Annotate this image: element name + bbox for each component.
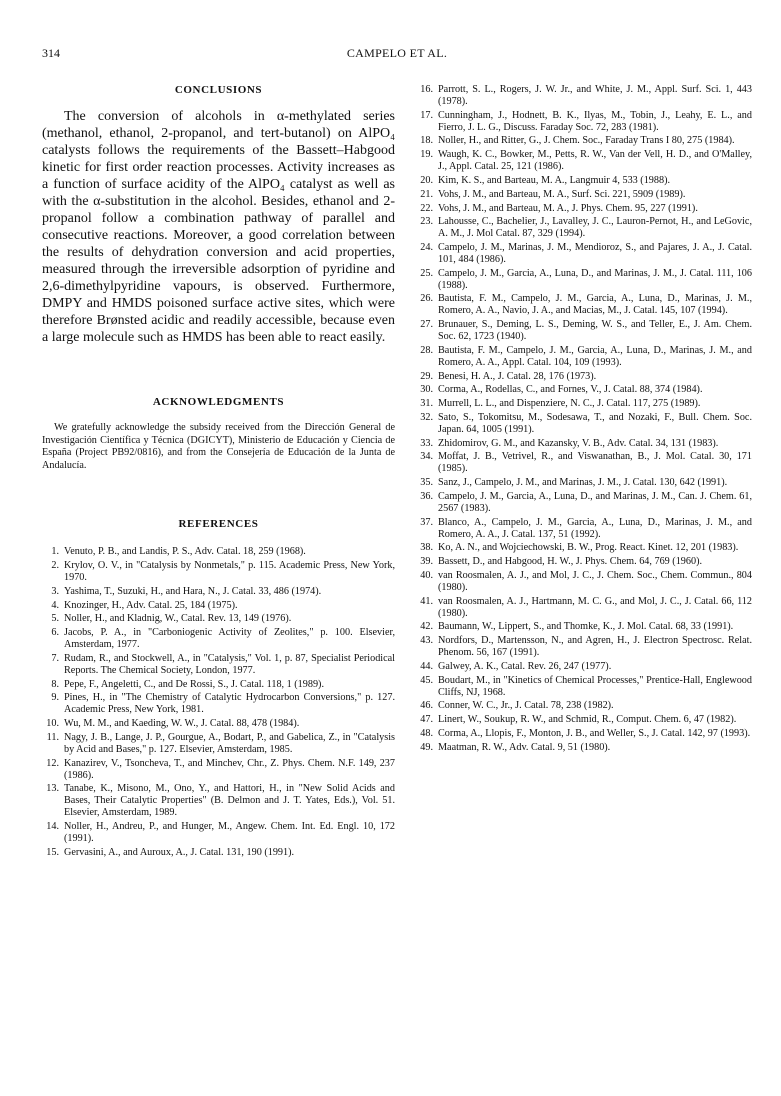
reference-item bbox=[416, 491, 752, 517]
running-title: CAMPELO ET AL. bbox=[346, 46, 448, 60]
reference-item bbox=[42, 586, 395, 600]
reference-text: Pines, H., in "The Chemistry of Catalytic Hydrocarbon Conversions," p. 127. Academic Press, New York, 1981. bbox=[64, 692, 395, 716]
reference-item bbox=[416, 384, 752, 398]
reference-number: 12. bbox=[46, 757, 59, 769]
reference-number: 49. bbox=[420, 741, 433, 753]
reference-number: 22. bbox=[420, 202, 433, 214]
reference-text: Vohs, J. M., and Barteau, M. A., Surf. Sci. 221, 5909 (1989). bbox=[438, 188, 686, 200]
reference-text: Tanabe, K., Misono, M., Ono, Y., and Hattori, H., in "New Solid Acids and Bases, Their Catalytic Properties" (B. Delmon and J. T. Yates, Eds.), Vol. 51. Elsevier, Amsterdam, 1989. bbox=[64, 783, 395, 819]
reference-text: Parrott, S. L., Rogers, J. W. Jr., and White, J. M., Appl. Surf. Sci. 1, 443 (1978). bbox=[438, 84, 752, 107]
reference-text: Yashima, T., Suzuki, H., and Hara, N., J. Catal. 33, 486 (1974). bbox=[64, 585, 322, 597]
reference-text: Benesi, H. A., J. Catal. 28, 176 (1973). bbox=[438, 370, 597, 382]
reference-item bbox=[416, 438, 752, 452]
reference-number: 4. bbox=[51, 599, 59, 611]
reference-item bbox=[416, 517, 752, 543]
reference-text: Blanco, A., Campelo, J. M., Garcia, A., Luna, D., Marinas, J. M., and Romero, A. A., J. Catal. 137, 51 (1992). bbox=[438, 516, 752, 540]
reference-number: 27. bbox=[420, 319, 433, 331]
reference-number: 10. bbox=[46, 718, 59, 730]
reference-item bbox=[416, 556, 752, 570]
reference-item bbox=[42, 613, 395, 627]
reference-item bbox=[416, 319, 752, 345]
reference-item bbox=[416, 293, 752, 319]
reference-text: Nordfors, D., Martensson, N., and Agren, H., J. Electron Spectrosc. Relat. Phenom. 56, 167 (1991). bbox=[438, 635, 752, 659]
reference-item bbox=[416, 398, 752, 412]
reference-text: Knozinger, H., Adv. Catal. 25, 184 (1975). bbox=[64, 599, 238, 611]
reference-number: 18. bbox=[420, 135, 433, 147]
reference-number: 19. bbox=[420, 149, 433, 161]
reference-text: Venuto, P. B., and Landis, P. S., Adv. Catal. 18, 259 (1968). bbox=[64, 546, 306, 558]
reference-item bbox=[416, 661, 752, 675]
reference-text: Rudam, R., and Stockwell, A., in "Catalysis," Vol. 1, p. 87, Specialist Periodical Reports. The Chemical Society, London, 1977. bbox=[64, 652, 395, 676]
reference-item bbox=[416, 371, 752, 385]
reference-item bbox=[42, 653, 395, 679]
reference-text: Baumann, W., Lippert, S., and Thomke, K., J. Mol. Catal. 68, 33 (1991). bbox=[438, 621, 734, 633]
reference-text: Brunauer, S., Deming, L. S., Deming, W. S., and Teller, E., J. Am. Chem. Soc. 62, 1723 (1940). bbox=[438, 319, 752, 343]
reference-number: 32. bbox=[420, 411, 433, 423]
reference-text: Vohs, J. M., and Barteau, M. A., J. Phys. Chem. 95, 227 (1991). bbox=[438, 202, 698, 214]
reference-item bbox=[416, 345, 752, 371]
reference-number: 33. bbox=[420, 437, 433, 449]
reference-number: 45. bbox=[420, 674, 433, 686]
acknowledgments-heading: ACKNOWLEDGMENTS bbox=[152, 396, 285, 408]
reference-number: 17. bbox=[420, 109, 433, 121]
reference-text: Linert, W., Soukup, R. W., and Schmid, R., Comput. Chem. 6, 47 (1982). bbox=[438, 714, 737, 726]
reference-text: Ko, A. N., and Wojciechowski, B. W., Prog. React. Kinet. 12, 201 (1983). bbox=[438, 542, 739, 554]
reference-number: 41. bbox=[420, 595, 433, 607]
reference-number: 48. bbox=[420, 727, 433, 739]
reference-text: Murrell, L. L., and Dispenziere, N. C., J. Catal. 117, 275 (1989). bbox=[438, 398, 701, 410]
reference-text: Maatman, R. W., Adv. Catal. 9, 51 (1980). bbox=[438, 741, 611, 753]
reference-item bbox=[416, 596, 752, 622]
reference-text: Sanz, J., Campelo, J. M., and Marinas, J. M., J. Catal. 130, 642 (1991). bbox=[438, 477, 728, 489]
references-heading: REFERENCES bbox=[178, 518, 259, 531]
reference-item bbox=[42, 718, 395, 732]
reference-text: van Roosmalen, A. J., and Mol, J. C., J. Chem. Soc., Chem. Commun., 804 (1980). bbox=[438, 569, 752, 593]
reference-number: 40. bbox=[420, 569, 433, 581]
reference-text: Noller, H., Andreu, P., and Hunger, M., Angew. Chem. Int. Ed. Engl. 10, 172 (1991). bbox=[64, 820, 395, 844]
reference-text: Kanazirev, V., Tsoncheva, T., and Minchev, Chr., Z. Phys. Chem. N.F. 149, 237 (1986). bbox=[64, 757, 395, 781]
reference-text: Campelo, J. M., Garcia, A., Luna, D., and Marinas, J. M., J. Catal. 111, 106 (1988). bbox=[438, 267, 752, 291]
reference-number: 20. bbox=[420, 174, 433, 186]
reference-text: Cunningham, J., Hodnett, B. K., Ilyas, M., Tobin, J., Leahy, E. L., and Fierro, J. L. G., Discuss. Faraday Soc. 72, 283 (1981). bbox=[438, 109, 752, 133]
reference-text: Moffat, J. B., Vetrivel, R., and Viswanathan, B., J. Mol. Catal. 30, 171 (1985). bbox=[438, 451, 752, 475]
reference-text: Lahousse, C., Bachelier, J., Lavalley, J. C., Lauron-Pernot, H., and LeGovic, A. M., J. Mol Catal. 87, 329 (1994). bbox=[438, 216, 752, 240]
reference-item bbox=[42, 758, 395, 784]
reference-number: 43. bbox=[420, 635, 433, 647]
reference-number: 13. bbox=[46, 783, 59, 795]
reference-text: Campelo, J. M., Garcia, A., Luna, D., and Marinas, J. M., Can. J. Chem. 61, 2567 (1983). bbox=[438, 490, 752, 514]
reference-number: 44. bbox=[420, 660, 433, 672]
reference-item bbox=[416, 216, 752, 242]
reference-number: 11. bbox=[46, 731, 59, 743]
references-list-left bbox=[42, 546, 395, 860]
reference-text: Gervasini, A., and Auroux, A., J. Catal. 131, 190 (1991). bbox=[64, 846, 295, 858]
reference-item bbox=[416, 477, 752, 491]
reference-item bbox=[42, 679, 395, 693]
reference-text: Corma, A., Rodellas, C., and Fornes, V., J. Catal. 88, 374 (1984). bbox=[438, 384, 703, 396]
reference-item bbox=[416, 268, 752, 294]
reference-text: Conner, W. C., Jr., J. Catal. 78, 238 (1982). bbox=[438, 700, 614, 712]
reference-number: 9. bbox=[51, 692, 59, 704]
reference-text: Boudart, M., in "Kinetics of Chemical Processes," Prentice-Hall, Englewood Cliffs, NJ, 1968. bbox=[438, 674, 752, 698]
reference-number: 1. bbox=[51, 546, 59, 558]
reference-item bbox=[416, 714, 752, 728]
reference-number: 30. bbox=[420, 384, 433, 396]
reference-item bbox=[416, 570, 752, 596]
reference-item bbox=[416, 189, 752, 203]
reference-item bbox=[42, 627, 395, 653]
reference-number: 26. bbox=[420, 293, 433, 305]
reference-number: 21. bbox=[420, 188, 433, 200]
page-header bbox=[42, 46, 752, 62]
reference-item bbox=[416, 412, 752, 438]
reference-item bbox=[42, 732, 395, 758]
reference-text: van Roosmalen, A. J., Hartmann, M. C. G., and Mol, J. C., J. Catal. 66, 112 (1980). bbox=[438, 595, 752, 619]
reference-number: 28. bbox=[420, 344, 433, 356]
reference-number: 36. bbox=[420, 490, 433, 502]
references-list-right bbox=[416, 84, 752, 756]
reference-item bbox=[416, 675, 752, 701]
reference-text: Pepe, F., Angeletti, C., and De Rossi, S., J. Catal. 118, 1 (1989). bbox=[64, 678, 324, 690]
reference-number: 3. bbox=[51, 585, 59, 597]
reference-text: Sato, S., Tokomitsu, M., Sodesawa, T., and Nozaki, F., Bull. Chem. Soc. Japan. 64, 1005 (1991). bbox=[438, 411, 752, 435]
reference-text: Krylov, O. V., in "Catalysis by Nonmetals," p. 115. Academic Press, New York, 1970. bbox=[64, 560, 395, 584]
reference-item bbox=[42, 821, 395, 847]
reference-number: 39. bbox=[420, 556, 433, 568]
reference-text: Corma, A., Llopis, F., Monton, J. B., and Weller, S., J. Catal. 142, 97 (1993). bbox=[438, 727, 751, 739]
reference-item bbox=[416, 700, 752, 714]
reference-number: 7. bbox=[51, 652, 59, 664]
right-column bbox=[416, 84, 752, 756]
reference-item bbox=[416, 451, 752, 477]
reference-item bbox=[416, 149, 752, 175]
reference-item bbox=[416, 135, 752, 149]
reference-item bbox=[416, 84, 752, 110]
left-column bbox=[42, 84, 395, 860]
reference-item bbox=[416, 175, 752, 189]
reference-number: 31. bbox=[420, 398, 433, 410]
reference-number: 16. bbox=[420, 84, 433, 95]
reference-text: Galwey, A. K., Catal. Rev. 26, 247 (1977). bbox=[438, 660, 612, 672]
reference-item bbox=[42, 600, 395, 614]
reference-item bbox=[416, 621, 752, 635]
reference-text: Waugh, K. C., Bowker, M., Petts, R. W., Van der Vell, H. D., and O'Malley, J., Appl. Catal. 25, 121 (1986). bbox=[438, 149, 752, 173]
reference-text: Jacobs, P. A., in "Carboniogenic Activity of Zeolites," p. 100. Elsevier, Amsterdam, 1977. bbox=[64, 627, 395, 651]
reference-number: 37. bbox=[420, 516, 433, 528]
reference-item bbox=[42, 546, 395, 560]
reference-item bbox=[42, 783, 395, 821]
reference-item bbox=[42, 692, 395, 718]
conclusions-heading: CONCLUSIONS bbox=[174, 84, 263, 96]
reference-text: Kim, K. S., and Barteau, M. A., Langmuir 4, 533 (1988). bbox=[438, 174, 671, 186]
reference-number: 42. bbox=[420, 621, 433, 633]
reference-text: Nagy, J. B., Lange, J. P., Gourgue, A., Bodart, P., and Gabelica, Z., in "Catalysis by Acid and Bases," p. 127. Elsevier, Amsterdam, 1985. bbox=[64, 731, 395, 755]
reference-number: 8. bbox=[51, 678, 59, 690]
page-number: 314 bbox=[42, 46, 60, 60]
acknowledgments-paragraph: We gratefully acknowledge the subsidy received from the Dirección General de Investigación Científica y Técnica (DGICYT), Ministerio de Educación y Ciencia de España (Project PB92/0816), and from the Consejería de Educación de la Junta de Andalucía. bbox=[42, 422, 395, 471]
reference-text: Campelo, J. M., Marinas, J. M., Mendioroz, S., and Pajares, J. A., J. Catal. 101, 484 (1986). bbox=[438, 242, 752, 265]
reference-number: 14. bbox=[46, 820, 59, 832]
reference-number: 15. bbox=[46, 846, 59, 858]
reference-item bbox=[416, 728, 752, 742]
reference-item bbox=[416, 742, 752, 756]
reference-item bbox=[416, 110, 752, 136]
reference-text: Wu, M. M., and Kaeding, W. W., J. Catal. 88, 478 (1984). bbox=[64, 718, 300, 730]
conclusions-paragraph: The conversion of alcohols in α-methylated series (methanol, ethanol, 2-propanol, and tert-butanol) on AlPO₄ catalysts follows the requirements of the Bassett–Habgood kinetic for first order reaction processes. Activity increases as a function of surface acidity of the AlPO₄ catalyst as well as with the α-substitution in the alcohol. Besides, ethanol and 2-propanol follow a combination pathway of parallel and consecutive reactions. Moreover, a good correlation between the results of dehydration conversion and acid properties, measured through the irreversible adsorption of pyridine and 2,6-dimethylpyridine vapours, is observed. Furthermore, DMPY and HMDS poisoned surface active sites, which were therefore Brønsted acidic and readily accessible, because even a large molecule such as HMDS has been able to react easily. bbox=[42, 109, 395, 345]
reference-number: 35. bbox=[420, 477, 433, 489]
reference-number: 24. bbox=[420, 242, 433, 253]
reference-text: Bautista, F. M., Campelo, J. M., Garcia, A., Luna, D., Marinas, J. M., Romero, A. A., Navio, J. A., and Macias, M., J. Catal. 145, 107 (1994). bbox=[438, 293, 752, 317]
reference-text: Noller, H., and Kladnig, W., Catal. Rev. 13, 149 (1976). bbox=[64, 613, 292, 625]
reference-text: Bassett, D., and Habgood, H. W., J. Phys. Chem. 64, 769 (1960). bbox=[438, 556, 703, 568]
reference-text: Noller, H., and Ritter, G., J. Chem. Soc., Faraday Trans I 80, 275 (1984). bbox=[438, 135, 735, 147]
reference-number: 38. bbox=[420, 542, 433, 554]
reference-number: 2. bbox=[51, 560, 59, 572]
reference-number: 6. bbox=[51, 627, 59, 639]
reference-text: Bautista, F. M., Campelo, J. M., Garcia, A., Luna, D., Marinas, J. M., and Romero, A. A., Appl. Catal. 104, 109 (1993). bbox=[438, 344, 752, 368]
reference-item bbox=[42, 847, 395, 861]
reference-number: 25. bbox=[420, 267, 433, 279]
reference-number: 29. bbox=[420, 370, 433, 382]
reference-item bbox=[416, 242, 752, 268]
reference-number: 46. bbox=[420, 700, 433, 712]
reference-text: Zhidomirov, G. M., and Kazansky, V. B., Adv. Catal. 34, 131 (1983). bbox=[438, 437, 719, 449]
reference-item bbox=[42, 560, 395, 586]
reference-item bbox=[416, 203, 752, 217]
reference-number: 23. bbox=[420, 216, 433, 228]
reference-item bbox=[416, 542, 752, 556]
reference-number: 34. bbox=[420, 451, 433, 463]
reference-item bbox=[416, 635, 752, 661]
reference-number: 47. bbox=[420, 714, 433, 726]
reference-number: 5. bbox=[51, 613, 59, 625]
